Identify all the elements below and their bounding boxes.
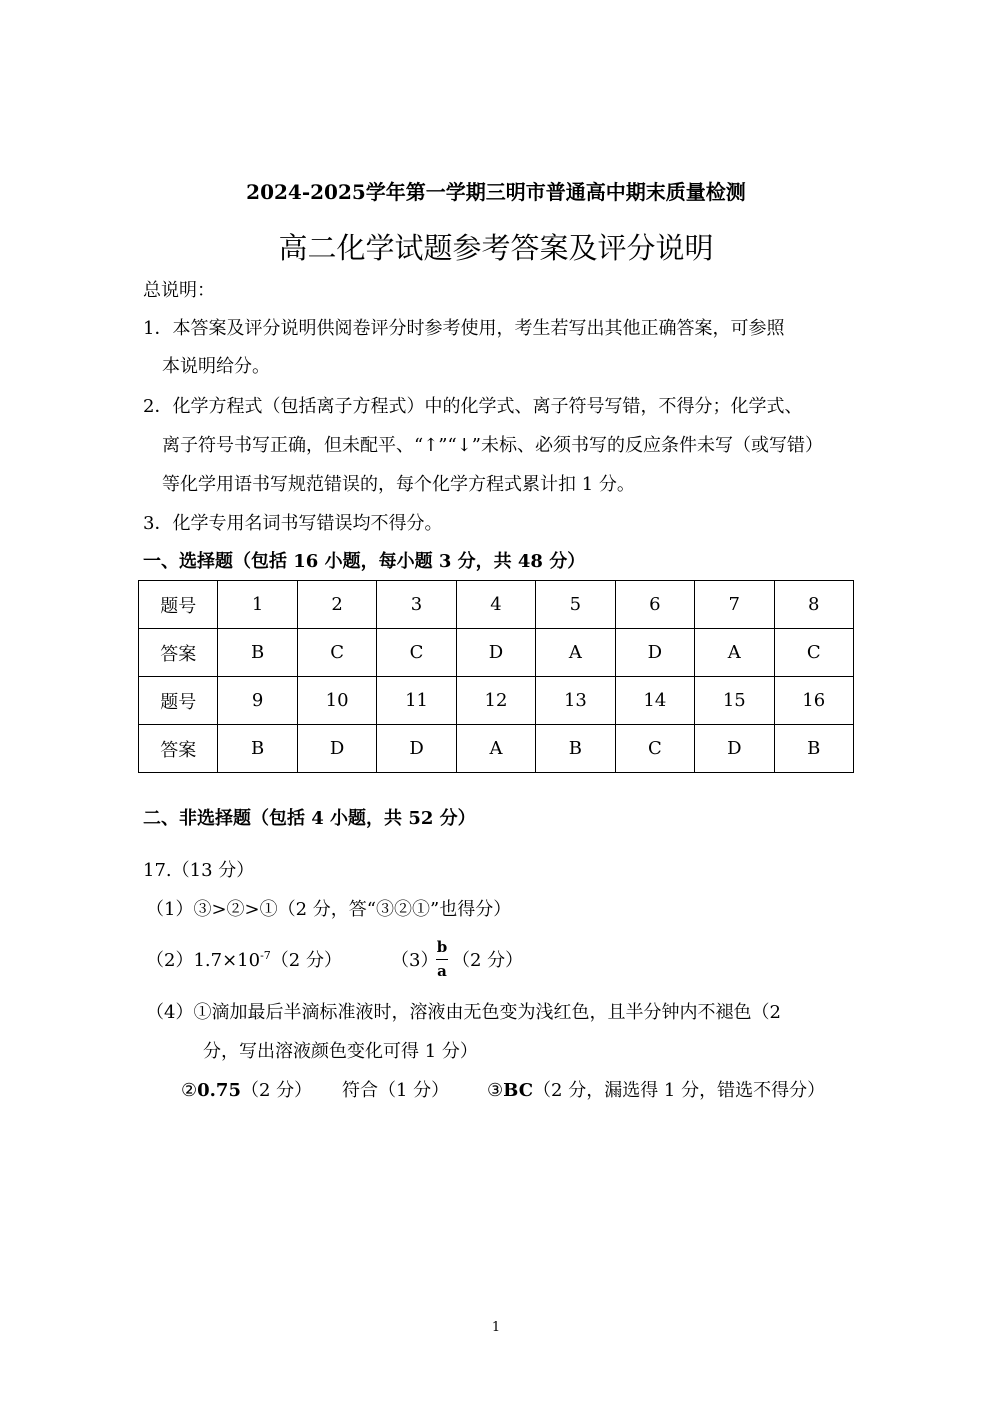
table-cell: 10 [297,677,376,725]
table-cell: 5 [536,581,615,629]
table-cell: D [297,725,376,773]
answer-value: 0.75 [197,1080,241,1101]
general-item-2-line-1: 2．化学方程式（包括离子方程式）中的化学式、离子符号写错，不得分；化学式、 [143,396,803,417]
table-cell: 题号 [139,581,218,629]
general-item-3: 3．化学专用名词书写错误均不得分。 [143,513,443,534]
table-cell: 14 [615,677,694,725]
question-17-part-1: （1）③>②>①（2 分，答“③②①”也得分） [146,899,512,920]
table-cell: C [297,629,376,677]
general-heading: 总说明： [143,280,215,301]
section1-heading: 一、选择题（包括 16 小题，每小题 3 分，共 48 分） [143,551,586,572]
general-item-2-line-2: 离子符号书写正确，但未配平、“↑”“↓”未标、必须书写的反应条件未写（或写错） [162,435,823,456]
section2-heading: 二、非选择题（包括 4 小题，共 52 分） [143,808,476,829]
table-cell: 答案 [139,725,218,773]
table-cell: 答案 [139,629,218,677]
circled-number: ② [181,1080,198,1101]
table-cell: A [536,629,615,677]
document-title: 2024-2025学年第一学期三明市普通高中期末质量检测 [246,180,746,204]
table-cell: D [695,725,774,773]
fraction-numerator: b [436,938,448,956]
table-cell: 1 [218,581,297,629]
question-17-part-2 [146,950,342,972]
general-item-1-line-1: 1．本答案及评分说明供阅卷评分时参考使用，考生若写出其他正确答案，可参照 [143,318,785,339]
page-number: 1 [491,1320,501,1335]
table-cell: D [456,629,535,677]
score-note: （2 分） [240,1080,313,1101]
question-17-part-4-line-1: （4）①滴加最后半滴标准液时，溶液由无色变为浅红色，且半分钟内不褪色（2 [146,1002,781,1023]
question-17-part-4-conclusion: 符合（1 分） [342,1080,450,1101]
general-item-1-line-2: 本说明给分。 [162,356,270,377]
score-note: （2 分） [270,950,342,971]
table-row [139,581,854,629]
table-cell: 7 [695,581,774,629]
answer-value: BC [503,1080,534,1101]
table-cell: B [218,629,297,677]
general-item-2-line-3: 等化学用语书写规范错误的，每个化学方程式累计扣 1 分。 [162,474,635,495]
table-cell: 12 [456,677,535,725]
table-row [139,725,854,773]
circled-number: ③ [487,1080,504,1101]
exponent: -7 [260,949,271,962]
question-17-part-3-label: （3） [391,950,439,971]
table-cell: B [774,725,854,773]
table-cell: B [536,725,615,773]
table-cell: 2 [297,581,376,629]
table-cell: 4 [456,581,535,629]
question-17-part-3-score: （2 分） [452,950,524,971]
table-cell: 6 [615,581,694,629]
table-row [139,629,854,677]
question-17-part-4-line-2: 分，写出溶液颜色变化可得 1 分） [203,1041,478,1062]
fraction-bar [436,959,448,960]
answer-table [138,580,854,773]
table-cell: 13 [536,677,615,725]
table-cell: 题号 [139,677,218,725]
table-cell: 15 [695,677,774,725]
table-cell: D [377,725,456,773]
question-17-part-4-sub-2 [181,1080,312,1102]
table-cell: 3 [377,581,456,629]
table-cell: A [456,725,535,773]
table-cell: A [695,629,774,677]
part-label: （2） [146,950,194,971]
table-cell: 16 [774,677,854,725]
table-cell: 9 [218,677,297,725]
score-note: （2 分，漏选得 1 分，错选不得分） [533,1080,826,1101]
table-cell: 8 [774,581,854,629]
table-cell: D [615,629,694,677]
document-subtitle: 高二化学试题参考答案及评分说明 [278,231,714,265]
fraction-b-over-a [436,938,448,980]
table-cell: C [615,725,694,773]
question-17-part-4-sub-3 [487,1080,825,1102]
table-cell: C [774,629,854,677]
table-cell: B [218,725,297,773]
table-row [139,677,854,725]
fraction-denominator: a [437,962,447,980]
table-cell: C [377,629,456,677]
answer-value: 1.7×10 [193,950,261,971]
table-cell: 11 [377,677,456,725]
question-17-title: 17.（13 分） [143,860,255,881]
